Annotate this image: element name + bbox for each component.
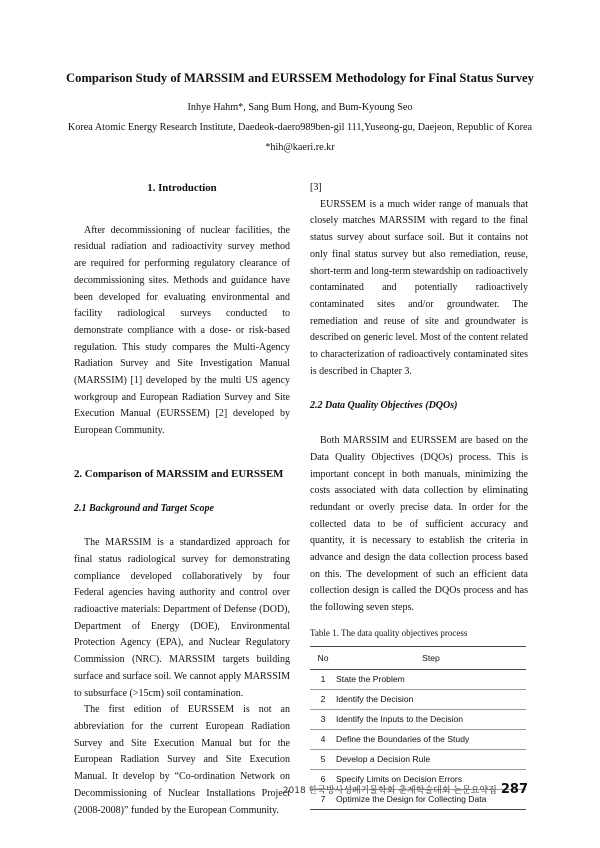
table-cell-step: Develop a Decision Rule: [336, 750, 526, 770]
table-cell-step: Optimize the Design for Collecting Data: [336, 790, 526, 810]
table-cell-no: 7: [310, 790, 336, 810]
proceedings-title: 2018 한국방사성폐기물학회 춘계학술대회 논문요약집: [282, 786, 497, 796]
table-cell-no: 6: [310, 770, 336, 790]
background-paragraph-1: The MARSSIM is a standardized approach for final status radiological survey for demonstrating compliance developed collaboratively by four Federal agencies having authority and control over radioactive materials: Department of Defense (DOD), Department of Energy (DOE), Environmental Protection Agency (EPA), and Nuclear Regulatory Commission (NRC). MARSSIM targets building surface and surface soil. We cannot apply MARSSIM to subsurface (>15cm) soil contamination.: [74, 537, 290, 699]
table-row: [310, 730, 526, 750]
table-header-step: Step: [336, 646, 526, 670]
table-header-row: [310, 646, 526, 670]
subsection-heading-background: 2.1 Background and Target Scope: [74, 502, 214, 514]
table-caption: Table 1. The data quality objectives process: [310, 627, 468, 638]
background-paragraph-2: The first edition of EURSSEM is not an abbreviation for the current European Radiation Survey and Site Execution Manual but for the European Radiation Survey and Site Execution Manual. It develop by “Co-ordination Network on Decommissioning of Nuclear Installations Project (2008-2008)” funded by the European Community.: [74, 704, 290, 816]
right-column: [310, 180, 528, 810]
reference-continuation: [3]: [310, 182, 322, 193]
table-cell-step: Define the Boundaries of the Study: [336, 730, 526, 750]
subsection-heading-dqo: 2.2 Data Quality Objectives (DQOs): [310, 400, 458, 412]
table-cell-step: Identify the Decision: [336, 690, 526, 710]
author-list: Inhye Hahm*, Sang Bum Hong, and Bum-Kyoung Seo: [187, 102, 413, 113]
eurssem-paragraph: EURSSEM is a much wider range of manuals that closely matches MARSSIM with regard to the final status survey about surface soil. But it contains not only final status survey but also remediation, reuse, short-term and long-term stewardship on radioactively contaminated and potentially radioactively contaminated sites and/or groundwater. The remediation and reuse of site and groundwater is described on generic level. Most of the content related to characterization of radioactively contaminated sites is described in Chapter 3.: [310, 198, 528, 377]
table-cell-no: 1: [310, 670, 336, 690]
table-header-no: No: [310, 646, 336, 670]
page-footer: [283, 782, 528, 797]
table-row: [310, 690, 526, 710]
table-row: [310, 670, 526, 690]
paper-title: Comparison Study of MARSSIM and EURSSEM Methodology for Final Status Survey: [66, 71, 534, 85]
dqo-paragraph: Both MARSSIM and EURSSEM are based on the Data Quality Objectives (DQOs) process. This is important concept in both manuals, minimizing the costs associated with data collection by eliminating redundant or overly precise data. In order for the collected data to be of sufficient accuracy and quantity, it is necessary to establish the criteria in advance and design the data collection process based on this. The development of such an efficient data collection design is called the DQOs process and has the following seven steps.: [310, 435, 528, 614]
left-column: [74, 180, 290, 819]
table-cell-step: State the Problem: [336, 670, 526, 690]
contact-email: *hih@kaeri.re.kr: [265, 142, 335, 153]
section-heading-introduction: 1. Introduction: [147, 182, 217, 194]
table-row: [310, 710, 526, 730]
section-heading-comparison: 2. Comparison of MARSSIM and EURSSEM: [74, 467, 284, 480]
table-cell-step: Specify Limits on Decision Errors: [336, 770, 526, 790]
table-cell-no: 5: [310, 750, 336, 770]
intro-paragraph: After decommissioning of nuclear facilities, the residual radiation and radioactivity survey method are required for performing regulatory clearance of decommissioning sites. Methods and guidance have been developed for evaluating environmental and facility radiological surveys conducted to demonstrate compliance with a dose- or risk-based regulation. This study compares the Multi-Agency Radiation Survey and Site Investigation Manual (MARSSIM) [1] developed by the multi US agency workgroup and European Radiation Survey and Site Execution Manual (EURSSEM) [2] developed by European Community.: [74, 224, 290, 437]
affiliation: Korea Atomic Energy Research Institute, Daedeok-daero989ben-gil 111,Yuseong-gu, Daejeon, Republic of Korea: [67, 122, 533, 133]
table-row: [310, 750, 526, 770]
table-cell-no: 2: [310, 690, 336, 710]
table-cell-no: 4: [310, 730, 336, 750]
page-number: 287: [500, 782, 528, 797]
table-cell-step: Identify the Inputs to the Decision: [336, 710, 526, 730]
table-cell-no: 3: [310, 710, 336, 730]
